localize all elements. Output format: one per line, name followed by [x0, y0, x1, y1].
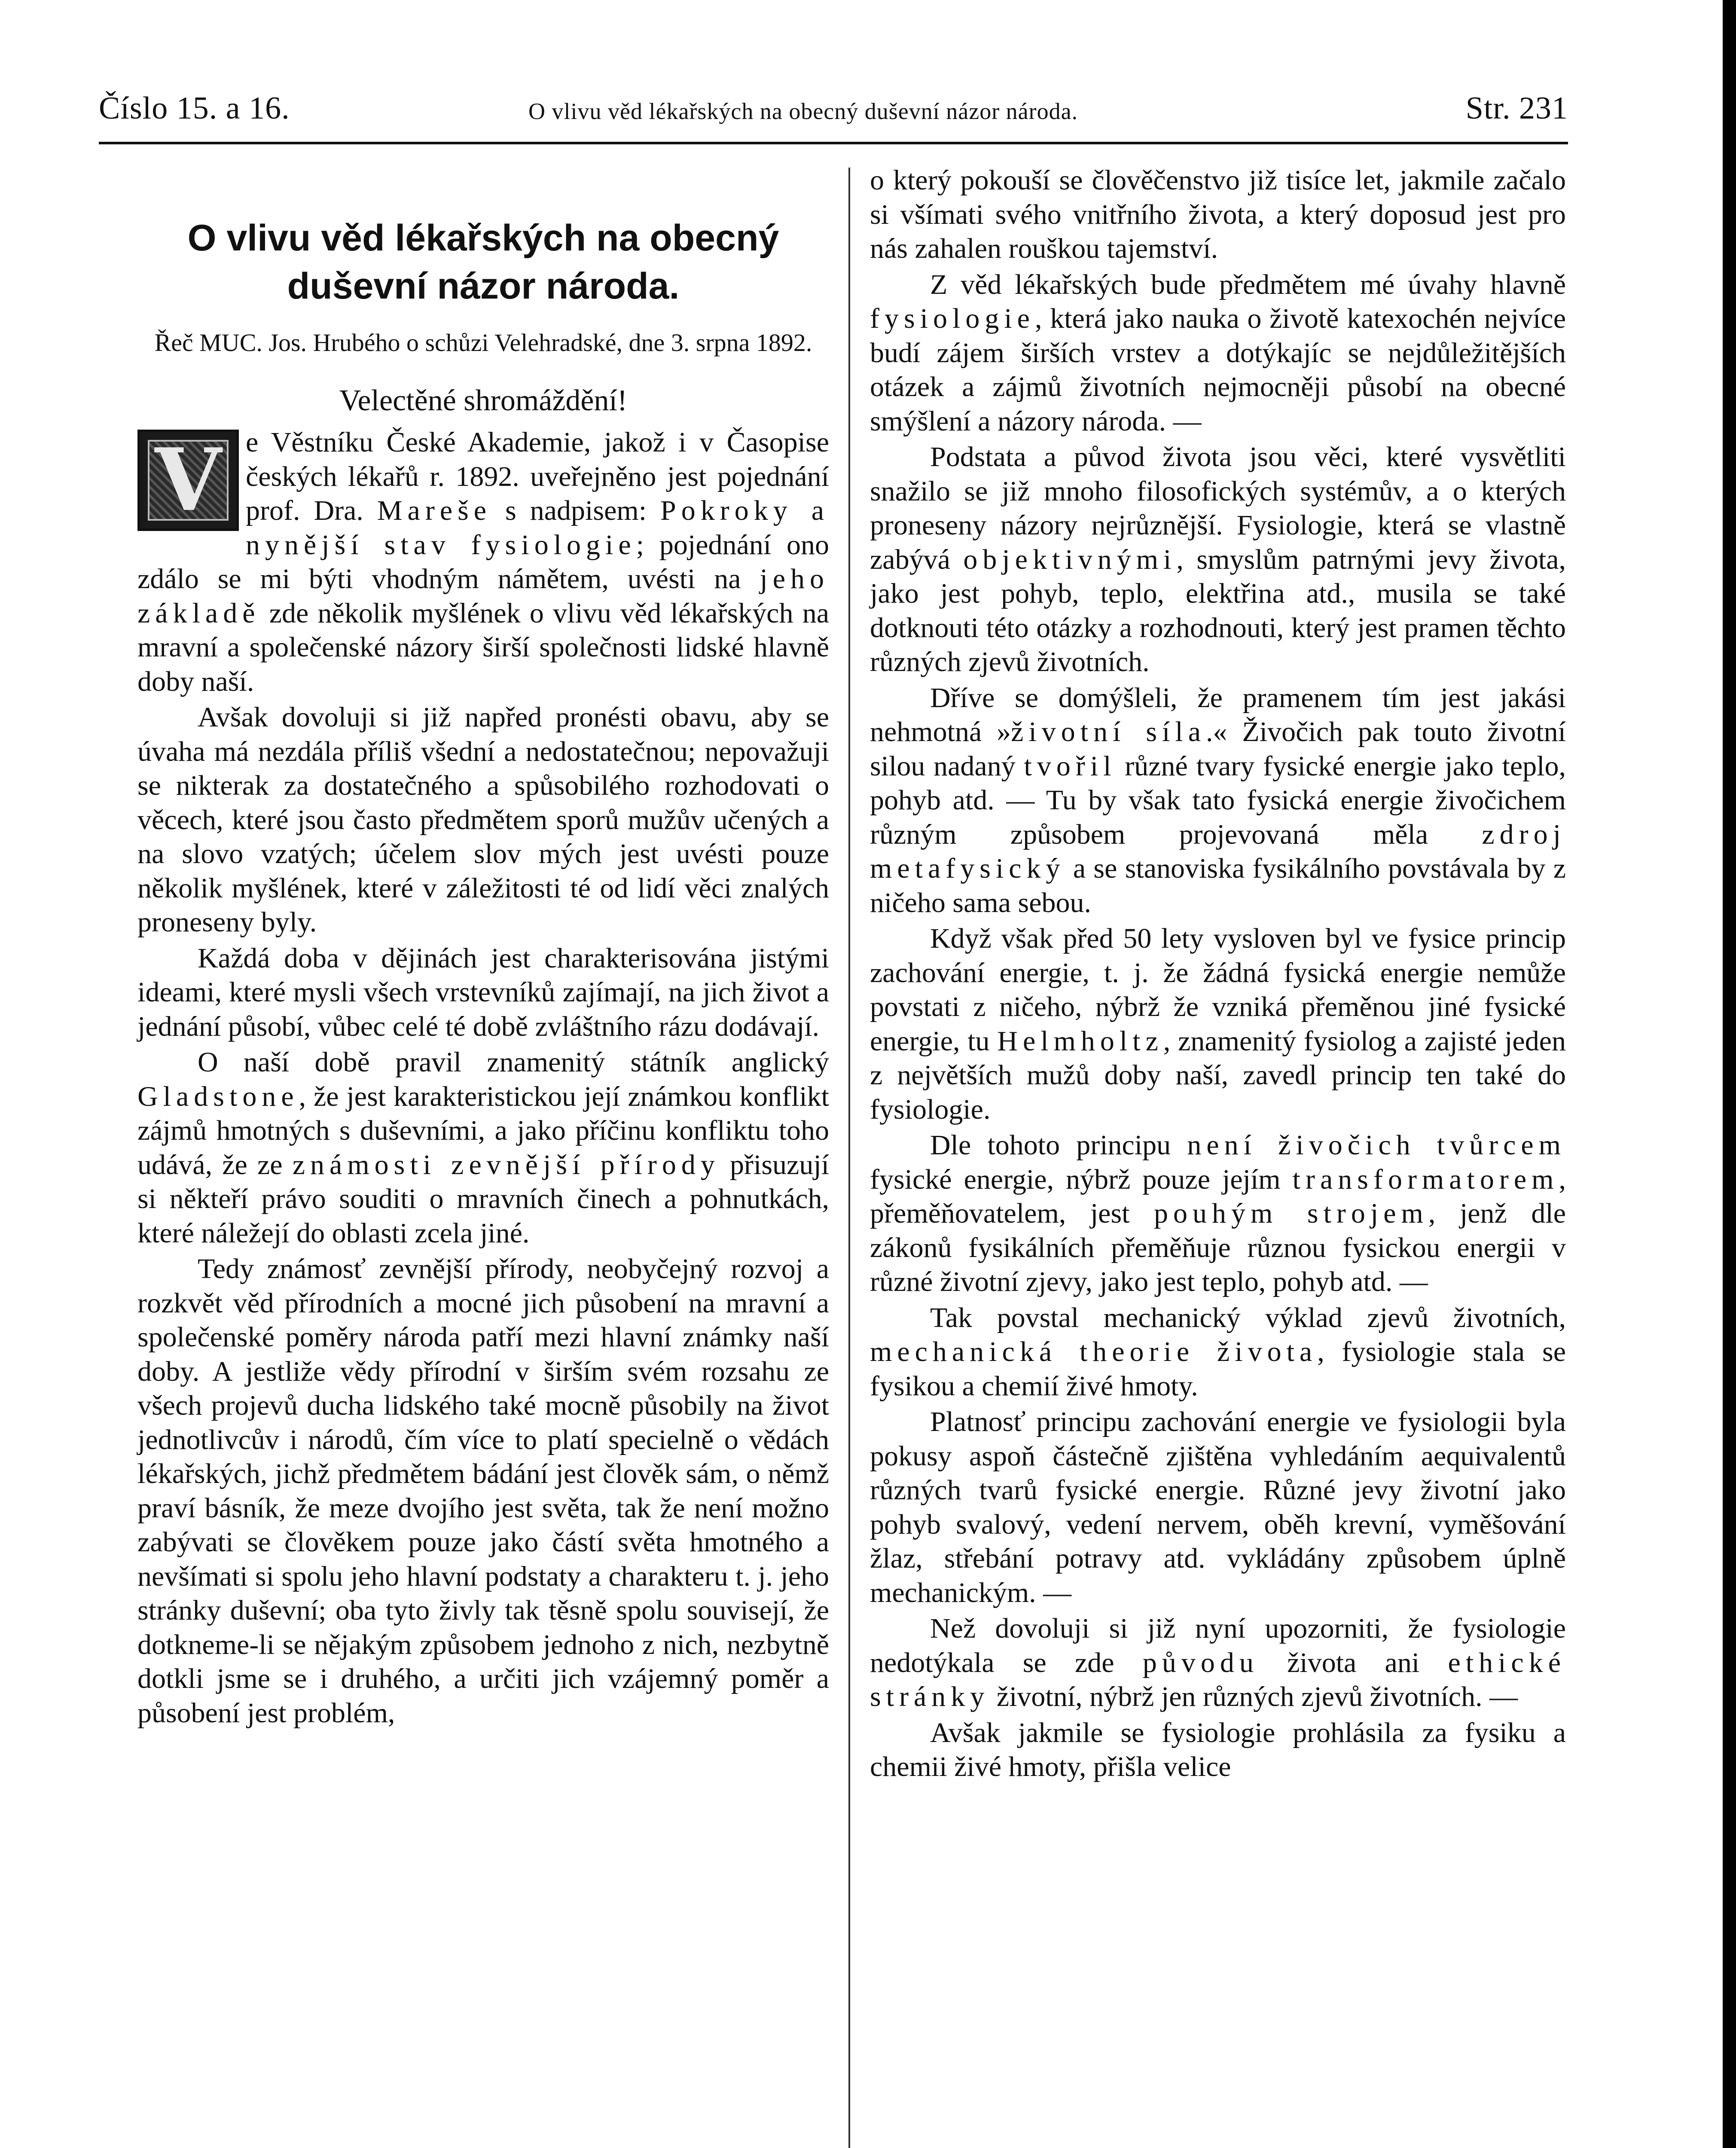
spaced-text: Mareše	[377, 495, 492, 526]
text-run: zde několik myšlének o vlivu věd lékařských na mravní a společenské názory širší společnosti lidské hlavně doby naší.	[137, 597, 829, 697]
text-run: , znamenitý fysiolog a zajisté jeden z největších mužů doby naší, zavedl princip ten také do fysiologie.	[870, 1025, 1566, 1125]
spaced-text: Gladstone	[137, 1080, 299, 1112]
issue-number: Číslo 15. a 16.	[99, 91, 290, 126]
paragraph: o který pokouší se člověčenstvo již tisíce let, jakmile začalo si všímati svého vnitřního života, a který doposud jest pro nás zahalen rouškou tajemství.	[870, 165, 1566, 264]
text-run: .« Živočich pak touto životní silou nadaný	[870, 716, 1566, 782]
paragraph	[870, 681, 1566, 920]
article-title: O vlivu věd lékařských na obecný duševní názor národa.	[187, 217, 779, 307]
text-run: Dle tohoto principu	[930, 1129, 1187, 1161]
paragraph	[137, 425, 829, 699]
paragraph: Každá doba v dějinách jest charakterisována jistými ideami, které mysli všech vrstevníků zajímají, na jich život a jednání působí, vůbec celé té době zvláštního rázu dodávají.	[137, 942, 829, 1042]
paragraph	[870, 1301, 1566, 1404]
salutation: Velectěné shromáždění!	[339, 384, 628, 417]
running-header	[99, 90, 1568, 142]
text-run: , fysiologie stala se fysikou a chemií živé hmoty.	[870, 1336, 1566, 1402]
paragraph	[870, 1128, 1566, 1299]
spaced-text: mechanická theorie života	[870, 1336, 1318, 1367]
paragraph	[870, 440, 1566, 679]
spaced-text: známosti zevnější přírody	[292, 1149, 720, 1181]
spaced-text: pouhým strojem	[1154, 1198, 1428, 1229]
spaced-text: tvořil	[1024, 750, 1117, 782]
text-run: , smyslům patrnými jevy života, jako jest pohyb, teplo, elektřina atd., musila se také dotknouti této otázky a rozhodnouti, který jest pramen těchto různých zjevů životních.	[870, 543, 1566, 677]
paragraph: Avšak jakmile se fysiologie prohlásila za fysiku a chemii živé hmoty, přišla velice	[870, 1717, 1566, 1782]
spaced-text: není živočich tvůrcem	[1187, 1129, 1566, 1161]
text-run: , že jest karakteristickou její známkou konflikt zájmů hmotných s duševními, a jako příčinu konfliktu toho udává, že ze	[137, 1080, 829, 1181]
text-run: Podstata a původ života jsou věci, které vysvětliti snažilo se již mnoho filosofických systémův, a o kterých proneseny názory nejrůznější. Fysiologie, která se vlastně zabývá	[870, 441, 1566, 575]
text-run: fysické energie, nýbrž pouze jejím	[870, 1163, 1293, 1195]
text-run: Než dovoluji si již nyní upozorniti, že fysiologie nedotýkala se zde	[870, 1613, 1566, 1678]
text-run: , jenž dle zákonů fysikálních přeměňuje různou fysickou energii v různé životní zjevy, jako jest teplo, pohyb atd. —	[870, 1198, 1566, 1297]
text-run: Tak povstal mechanický výklad zjevů životních,	[930, 1302, 1566, 1333]
text-run: s nadpisem:	[491, 495, 661, 526]
text-run: přisuzují si někteří právo souditi o mravních činech a pohnutkách, které náležejí do oblasti zcela jiné.	[137, 1149, 829, 1249]
column-divider	[848, 168, 850, 2148]
text-run: života ani	[1258, 1647, 1448, 1678]
paragraph	[870, 268, 1566, 439]
left-column	[137, 163, 829, 1730]
text-run: e Věstníku České Akademie, jakož i v Časopise českých lékařů r. 1892. uveřejněno jest pojednání prof. Dra.	[246, 427, 829, 526]
article-byline: Řeč MUC. Jos. Hrubého o schůzi Velehradské, dne 3. srpna 1892.	[154, 329, 812, 357]
text-run: , která jako nauka o životě katexochén nejvíce budí zájem širších vrstev a dotýkajíc se nejdůležitějších otázek a zájmů životních nejmocněji působí na obecné smýšlení a názory národa. —	[870, 303, 1566, 437]
paragraph: Avšak dovoluji si již napřed pronésti obavu, aby se úvaha má nezdála příliš všední a nedostatečnou; nepovažuji se nikterak za dostatečného a spůsobilého rozhodovati o věcech, které jsou často předmětem sporů mužův učených a na slovo vzatých; účelem slov mých jest uvésti pouze několik myšlének, které v záležitosti té od lidí věci znalých proneseny byly.	[137, 702, 829, 938]
page-number: Str. 231	[1465, 91, 1568, 126]
spaced-text: ethické stránky	[870, 1647, 1566, 1712]
spaced-text: zdroj metafysický	[870, 818, 1566, 884]
drop-cap-ornament	[137, 430, 239, 531]
spaced-text: objektivnými	[963, 543, 1177, 575]
text-run: Dříve se domýšleli, že pramenem tím jest jakási nehmotná »	[870, 682, 1566, 748]
header-rule	[99, 142, 1568, 144]
paragraph	[870, 1611, 1566, 1714]
text-run: Z věd lékařských bude předmětem mé úvahy hlavně	[930, 268, 1566, 300]
text-run: různé tvary fysické energie jako teplo, pohyb atd. — Tu by však tato fysická energie živočichem různým způsobem projevovaná měla	[870, 750, 1566, 850]
spaced-text: fysiologie	[870, 303, 1035, 334]
drop-cap-letter: V	[155, 430, 222, 531]
right-column	[870, 163, 1566, 1784]
spaced-text: Pokroky a nynější stav fysiologie	[246, 495, 829, 561]
spaced-text: jeho základě	[137, 563, 829, 629]
spaced-text: transformatorem	[1292, 1163, 1559, 1195]
spaced-text: životní síla	[1011, 716, 1206, 748]
running-title: O vlivu věd lékařských na obecný duševní názor národa.	[528, 98, 1078, 124]
paragraph	[870, 921, 1566, 1126]
text-run: Když však před 50 lety vysloven byl ve fysice princip zachování energie, t. j. že žádná fysická energie nemůže povstati z ničeho, nýbrž že vzniká přeměnou jiné fysické energie, tu	[870, 923, 1566, 1057]
spaced-text: Helmholtz	[997, 1025, 1163, 1057]
text-run: a se stanoviska fysikálního povstávala by z ničeho sama sebou.	[870, 853, 1566, 918]
text-run: ; pojednání ono zdálo se mi býti vhodným námětem, uvésti na	[137, 529, 829, 595]
paragraph: Platnosť principu zachování energie ve fysiologii byla pokusy aspoň částečně zjištěna vyhledáním aequivalentů různých tvarů fysické energie. Různé jevy životní jako pohyb svalový, vedení nervem, oběh krevní, vyměšování žlaz, střebání potravy atd. vykládány způsobem úplně mechanickým. —	[870, 1406, 1566, 1608]
text-run: O naší době pravil znamenitý státník anglický	[198, 1047, 829, 1078]
text-run: životní, nýbrž jen různých zjevů životních. —	[989, 1681, 1518, 1712]
text-run: , přeměňovatelem, jest	[870, 1163, 1566, 1229]
paragraph: Tedy známosť zevnější přírody, neobyčejný rozvoj a rozkvět věd přírodních a mocné jich působení na mravní a společenské poměry národa patří mezi hlavní známky naší doby. A jestliže vědy přírodní v širším svém rozsahu ze všech projevů ducha lidského také mocně působily na život jednotlivcův i národů, čím více to platí specielně o vědách lékařských, jichž předmětem bádání jest člověk sám, o němž praví básník, že meze dvojího jest světa, tak že není možno zabývati se člověkem pouze jako částí světa hmotného a nevšímati si spolu jeho hlavní podstaty a charakteru t. j. jeho stránky duševní; oba tyto živly tak těsně spolu souvisejí, že dotkneme-li se nějakým způsobem jednoho z nich, nezbytně dotkli jsme se i druhého, a určiti jich vzájemný poměr a působení jest problém,	[137, 1253, 829, 1729]
spaced-text: původu	[1142, 1647, 1259, 1678]
paragraph	[137, 1045, 829, 1250]
